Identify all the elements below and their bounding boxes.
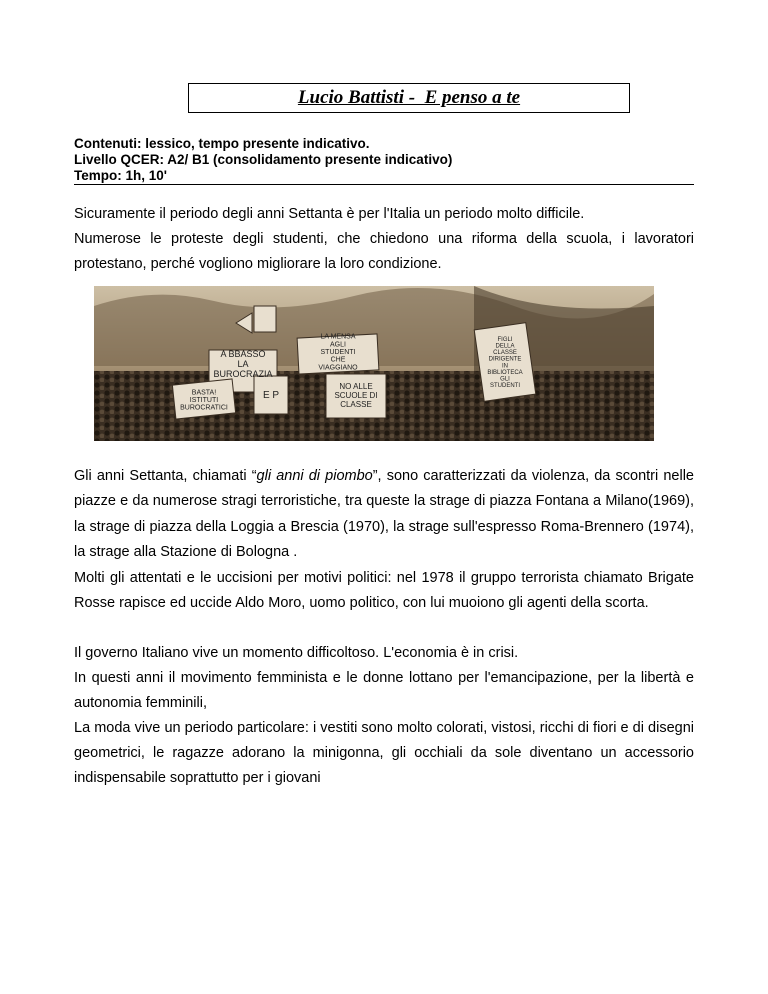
title-box [188,83,630,113]
divider-line [74,184,694,185]
body-paragraph-4: Molti gli attentati e le uccisioni per motivi politici: nel 1978 il gruppo terrorista chiamato Brigate Rosse rapisce ed uccide Aldo Moro, uomo politico, con lui muoiono gli agenti della scorta. [74,570,694,611]
p3-text-start: Gli anni Settanta, chiamati “ [74,468,257,484]
sign-ep: E P [262,390,280,401]
sign-abbasso: A BBASSO LA BUROCRAZIA [213,349,273,379]
sign-basta: BASTA! ISTITUTI BUROCRATICI [180,389,228,412]
protest-photo-image [94,286,654,441]
lesson-info [74,136,694,184]
body-paragraph-3 [74,464,694,565]
sign-no-scuole: NO ALLE SCUOLE DI CLASSE [334,382,378,409]
livello-line: Livello QCER: A2/ B1 (consolidamento presente indicativo) [74,152,453,167]
p3-italic-phrase: gli anni di piombo [256,468,373,484]
p3-text-end: ”, sono caratterizzati da violenza, da scontri nelle piazze e da numerose stragi terroristiche, tra queste la strage di piazza Fontana a Milano(1969), la strage di piazza della Loggia a Brescia (1970), la strage sull'espresso Roma-Brennero (1974), la strage alla Stazione di Bologna . [74,468,694,560]
protest-photo [94,286,654,441]
contenuti-line: Contenuti: lessico, tempo presente indicativo. [74,136,370,151]
document-title: Lucio Battisti - E penso a te [297,87,521,108]
intro-paragraph-1: Sicuramente il periodo degli anni Settanta è per l'Italia un periodo molto difficile. [74,206,585,222]
tempo-line: Tempo: 1h, 10' [74,168,167,183]
body-paragraph-6: In questi anni il movimento femminista e le donne lottano per l'emancipazione, per la libertà e autonomia femminili, [74,670,694,711]
sign-figli: FIGLI DELLA CLASSE DIRIGENTE IN BIBLIOTECA GLI STUDENTI [487,336,523,390]
intro-paragraph-2: Numerose le proteste degli studenti, che chiedono una riforma della scuola, i lavoratori protestano, perché vogliono migliorare la loro condizione. [74,231,694,272]
sign-mensa: LA MENSA AGLI STUDENTI CHE VIAGGIANO [318,333,358,372]
body-paragraph-5: Il governo Italiano vive un momento difficoltoso. L'economia è in crisi. [74,645,519,661]
body-paragraph-7: La moda vive un periodo particolare: i vestiti sono molto colorati, vistosi, ricchi di fiori e di disegni geometrici, le ragazze adorano la minigonna, gli occhiali da sole diventano un accessorio indispensabile soprattutto per i giovani [74,720,694,786]
